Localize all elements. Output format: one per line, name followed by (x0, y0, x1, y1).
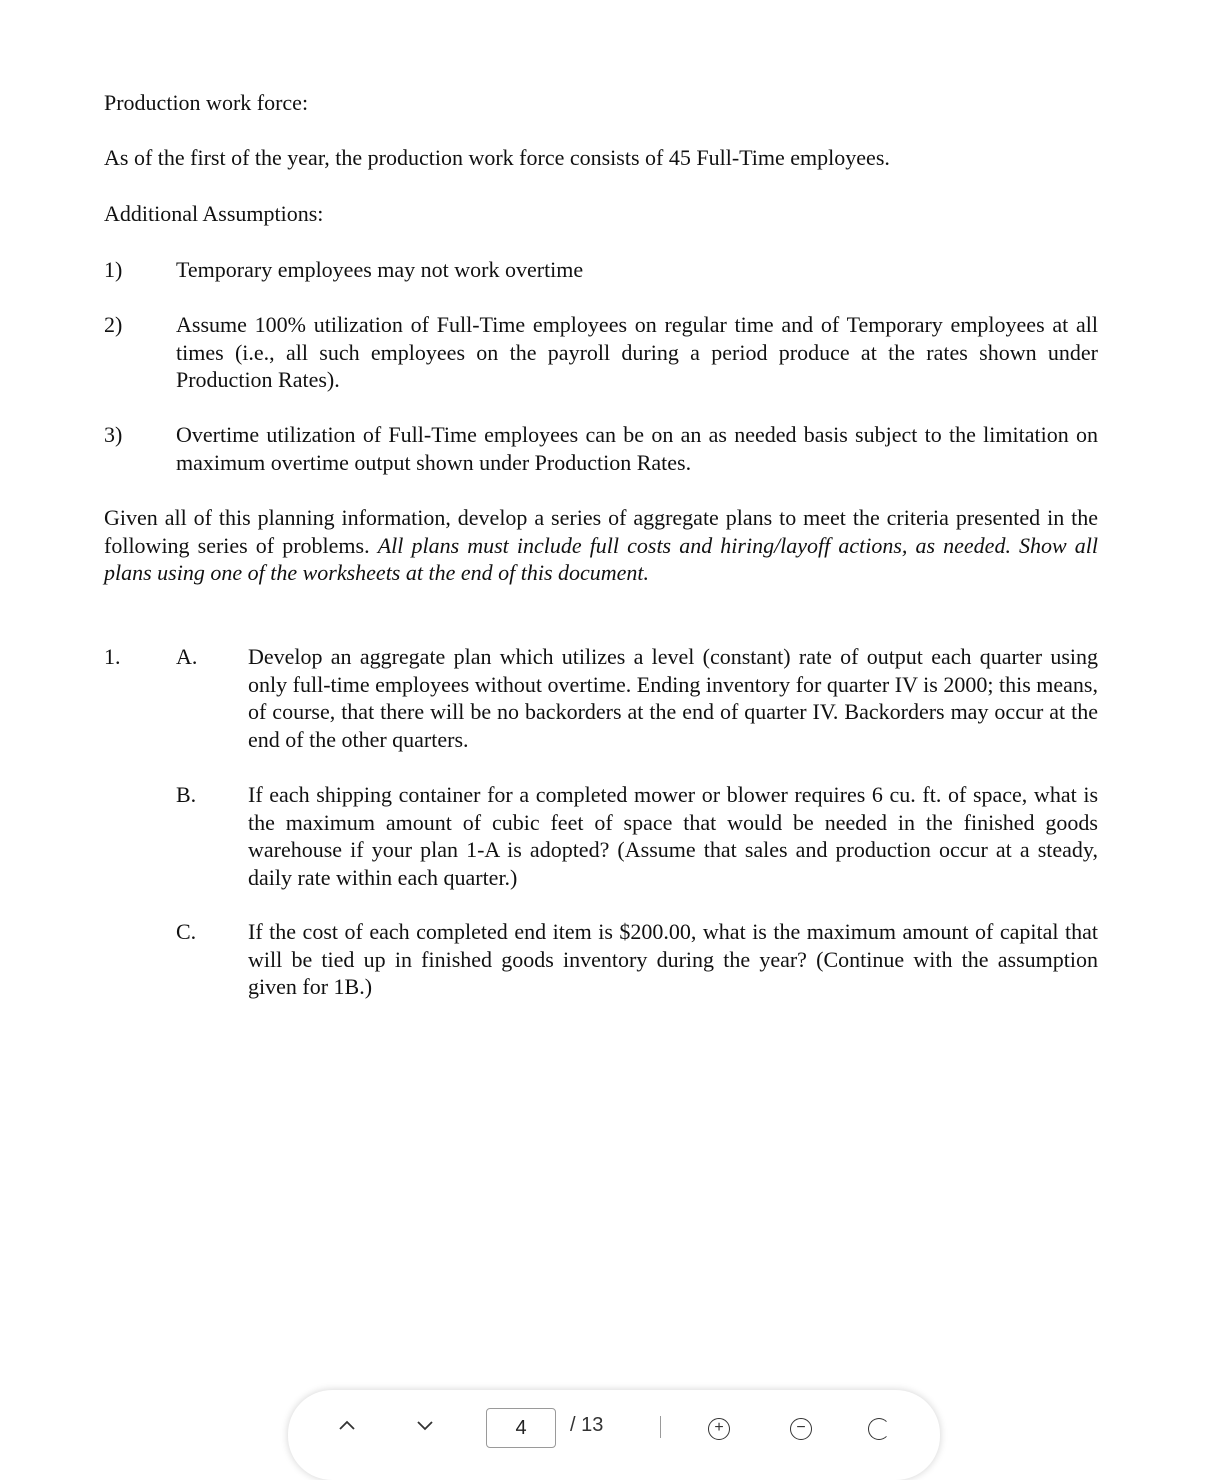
next-page-button[interactable] (414, 1414, 436, 1440)
previous-page-button[interactable] (336, 1414, 358, 1440)
problem-letter: B. (176, 782, 197, 807)
given-intro: Given all of this planning information, develop a series of aggregate plans to meet the criteria presented in the following series of problems. (104, 505, 1098, 558)
zoom-out-icon: − (796, 1419, 806, 1436)
zoom-in-icon: + (714, 1419, 724, 1436)
assumption-number: 2) (104, 312, 123, 337)
problem-text: Develop an aggregate plan which utilizes a level (constant) rate of output each quarter using only full-time employees without overtime. Ending inventory for quarter IV is 2000; this means, of course, that there will be no backorders at the end of quarter IV. Backorders may occur at the end of the other quarters. (248, 644, 1098, 752)
heading-assumptions: Additional Assumptions: (104, 201, 324, 226)
given-paragraph (104, 504, 1098, 587)
zoom-out-button[interactable] (790, 1418, 812, 1440)
problem-text: If the cost of each completed end item is $200.00, what is the maximum amount of capital that will be tied up in finished goods inventory during the year? (Continue with the assumption given for 1B.) (248, 919, 1098, 999)
assumption-number: 3) (104, 422, 123, 447)
chevron-down-icon (414, 1414, 436, 1436)
assumption-text: Overtime utilization of Full-Time employees can be on an as needed basis subject to the limitation on maximum overtime output shown under Production Rates. (176, 422, 1098, 475)
problem-text: If each shipping container for a completed mower or blower requires 6 cu. ft. of space, what is the maximum amount of cubic feet of space that would be needed in the finished goods warehouse if your plan 1-A is adopted? (Assume that sales and production occur at a steady, daily rate within each quarter.) (248, 782, 1098, 890)
workforce-statement: As of the first of the year, the production work force consists of 45 Full-Time employees. (104, 145, 890, 170)
assumption-text: Temporary employees may not work overtime (176, 257, 584, 282)
given-italic: All plans must include full costs and hiring/layoff actions, as needed. Show all plans using one of the worksheets at the end of this document. (104, 532, 1099, 585)
assumption-number: 1) (104, 257, 123, 282)
chevron-up-icon (336, 1414, 358, 1436)
fit-page-button[interactable] (868, 1418, 890, 1440)
assumption-text: Assume 100% utilization of Full-Time employees on regular time and of Temporary employees at all times (i.e., all such employees on the payroll during a period produce at the rates shown under Production Rates). (176, 312, 1098, 392)
problem-letter: A. (176, 644, 198, 669)
total-pages: / 13 (570, 1414, 604, 1436)
page-number-input[interactable]: 4 (486, 1408, 556, 1448)
pdf-toolbar (288, 1390, 940, 1480)
problem-number: 1. (104, 644, 121, 669)
toolbar-divider (660, 1416, 661, 1438)
heading-workforce: Production work force: (104, 90, 309, 115)
problem-letter: C. (176, 919, 197, 944)
zoom-in-button[interactable] (708, 1418, 730, 1440)
